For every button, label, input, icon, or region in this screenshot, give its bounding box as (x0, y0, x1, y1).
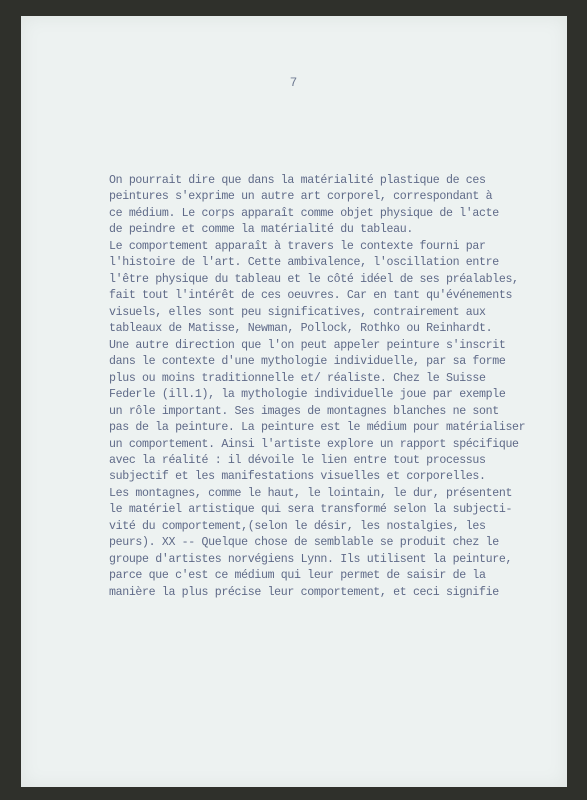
text-line: subjectif et les manifestations visuelles et corporelles. (109, 470, 486, 484)
text-line: un comportement. Ainsi l'artiste explore un rapport spécifique (109, 437, 519, 451)
text-line: dans le contexte d'une mythologie individuelle, par sa forme (109, 355, 506, 369)
text-line: groupe d'artistes norvégiens Lynn. Ils utilisent la peinture, (109, 552, 513, 566)
text-line: manière la plus précise leur comportement, et ceci signifie (109, 585, 499, 599)
text-line: Le comportement apparaît à travers le contexte fourni par (109, 239, 486, 253)
text-line: tableaux de Matisse, Newman, Pollock, Rothko ou Reinhardt. (109, 322, 493, 336)
text-line: peintures s'exprime un autre art corporel, correspondant à (109, 190, 493, 204)
text-line: de peindre et comme la matérialité du tableau. (109, 223, 413, 237)
text-line: ce médium. Le corps apparaît comme objet physique de l'acte (109, 206, 499, 220)
text-line: un rôle important. Ses images de montagnes blanches ne sont (109, 404, 499, 418)
text-line: l'être physique du tableau et le côté idéel de ses préalables, (109, 272, 519, 286)
text-line: peurs). XX -- Quelque chose de semblable se produit chez le (109, 536, 499, 550)
text-line: plus ou moins traditionnelle et/ réaliste. Chez le Suisse (109, 371, 486, 385)
text-line: l'histoire de l'art. Cette ambivalence, l'oscillation entre (109, 256, 499, 270)
text-line: avec la réalité : il dévoile le lien entre tout processus (109, 453, 486, 467)
page-number: 7 (289, 76, 298, 90)
text-line: visuels, elles sont peu significatives, contrairement aux (109, 305, 486, 319)
text-line: fait tout l'intérêt de ces oeuvres. Car en tant qu'événements (109, 289, 513, 303)
body-text (109, 173, 549, 601)
text-line: Une autre direction que l'on peut appeler peinture s'inscrit (109, 338, 506, 352)
text-line: parce que c'est ce médium qui leur permet de saisir de la (109, 569, 486, 583)
text-line: Federle (ill.1), la mythologie individuelle joue par exemple (109, 388, 506, 402)
text-line: Les montagnes, comme le haut, le lointain, le dur, présentent (109, 486, 513, 500)
text-line: On pourrait dire que dans la matérialité plastique de ces (109, 174, 486, 187)
text-line: vité du comportement,(selon le désir, les nostalgies, les (109, 519, 486, 533)
text-line: pas de la peinture. La peinture est le médium pour matérialiser (109, 421, 526, 435)
text-line: le matériel artistique qui sera transformé selon la subjecti- (109, 503, 513, 517)
